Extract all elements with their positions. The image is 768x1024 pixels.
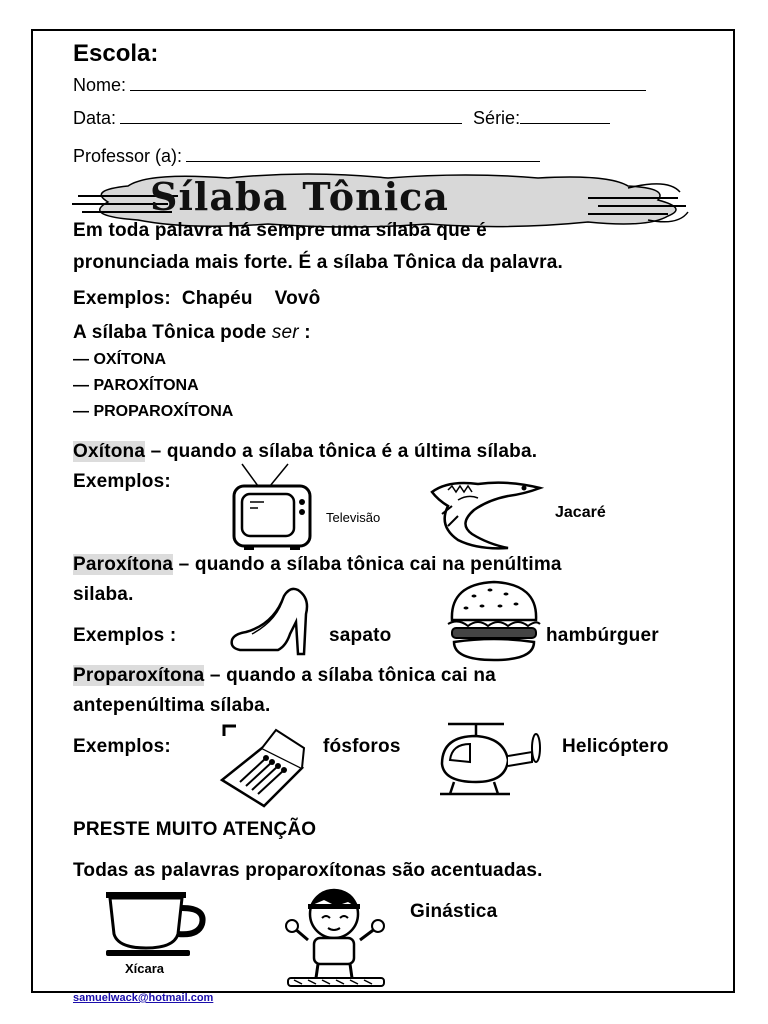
teacup-icon	[104, 890, 208, 960]
oxitona-definition-text: – quando a sílaba tônica é a última sílaba.	[145, 441, 538, 462]
serie-line[interactable]	[520, 109, 610, 124]
gymnast-kid-icon	[278, 884, 394, 988]
word-jacare: Jacaré	[555, 504, 606, 521]
paroxitona-definition-2: silaba.	[73, 584, 134, 605]
word-fosforos: fósforos	[323, 736, 401, 757]
word-xicara: Xícara	[125, 961, 165, 976]
word-sapato: sapato	[329, 625, 392, 646]
hamburger-icon	[444, 578, 544, 664]
types-heading-prefix: A sílaba Tônica pode	[73, 322, 272, 343]
matchbox-icon	[216, 724, 306, 808]
word-hamburguer: hambúrguer	[546, 625, 659, 646]
intro-line-2: pronunciada mais forte. É a sílaba Tônica da palavra.	[73, 252, 563, 273]
types-heading	[73, 322, 311, 344]
nome-label: Nome:	[73, 75, 127, 95]
attention-heading: PRESTE MUITO ATENÇÃO	[73, 819, 317, 840]
proparoxitona-definition	[73, 665, 496, 687]
paroxitona-examples-label: Exemplos :	[73, 625, 177, 646]
professor-field	[73, 146, 540, 167]
type-item-oxitona: — OXÍTONA	[73, 351, 167, 368]
proparoxitona-term: Proparoxítona	[73, 665, 205, 686]
serie-label: Série:	[473, 108, 521, 128]
attention-rule: Todas as palavras proparoxítonas são acentuadas.	[73, 860, 543, 881]
paroxitona-definition	[73, 554, 562, 576]
intro-line-1: Em toda palavra há sempre uma sílaba que é	[73, 220, 487, 241]
data-field	[73, 108, 610, 129]
professor-label: Professor (a):	[73, 146, 183, 166]
nome-field	[73, 75, 646, 96]
escola-field	[73, 40, 158, 68]
escola-label: Escola:	[73, 40, 159, 67]
page-title: Sílaba Tônica	[150, 174, 449, 219]
oxitona-examples-label: Exemplos:	[73, 471, 171, 492]
types-heading-italic: ser	[271, 322, 299, 343]
oxitona-definition	[73, 441, 537, 463]
word-helicoptero: Helicóptero	[562, 736, 669, 757]
data-label: Data:	[73, 108, 117, 128]
type-item-paroxitona: — PAROXÍTONA	[73, 377, 199, 394]
type-item-proparoxitona: — PROPAROXÍTONA	[73, 403, 234, 420]
television-icon	[230, 462, 314, 552]
nome-line[interactable]	[130, 76, 646, 91]
word-televisao: Televisão	[326, 510, 381, 525]
proparoxitona-definition-text: – quando a sílaba tônica cai na	[204, 665, 496, 686]
oxitona-term: Oxítona	[73, 441, 146, 462]
word-ginastica: Ginástica	[410, 901, 498, 922]
proparoxitona-examples-label: Exemplos:	[73, 736, 171, 757]
helicopter-icon	[428, 716, 546, 802]
intro-examples: Exemplos: Chapéu Vovô	[73, 288, 321, 309]
footer-email-link[interactable]: samuelwack@hotmail.com	[73, 992, 214, 1004]
proparoxitona-definition-2: antepenúltima sílaba.	[73, 695, 271, 716]
types-heading-suffix: :	[298, 322, 311, 343]
high-heel-shoe-icon	[226, 584, 312, 656]
paroxitona-term: Paroxítona	[73, 554, 174, 575]
data-line[interactable]	[120, 109, 462, 124]
alligator-icon	[428, 470, 544, 552]
paroxitona-definition-text: – quando a sílaba tônica cai na penúltima	[173, 554, 562, 575]
professor-line[interactable]	[186, 147, 540, 162]
